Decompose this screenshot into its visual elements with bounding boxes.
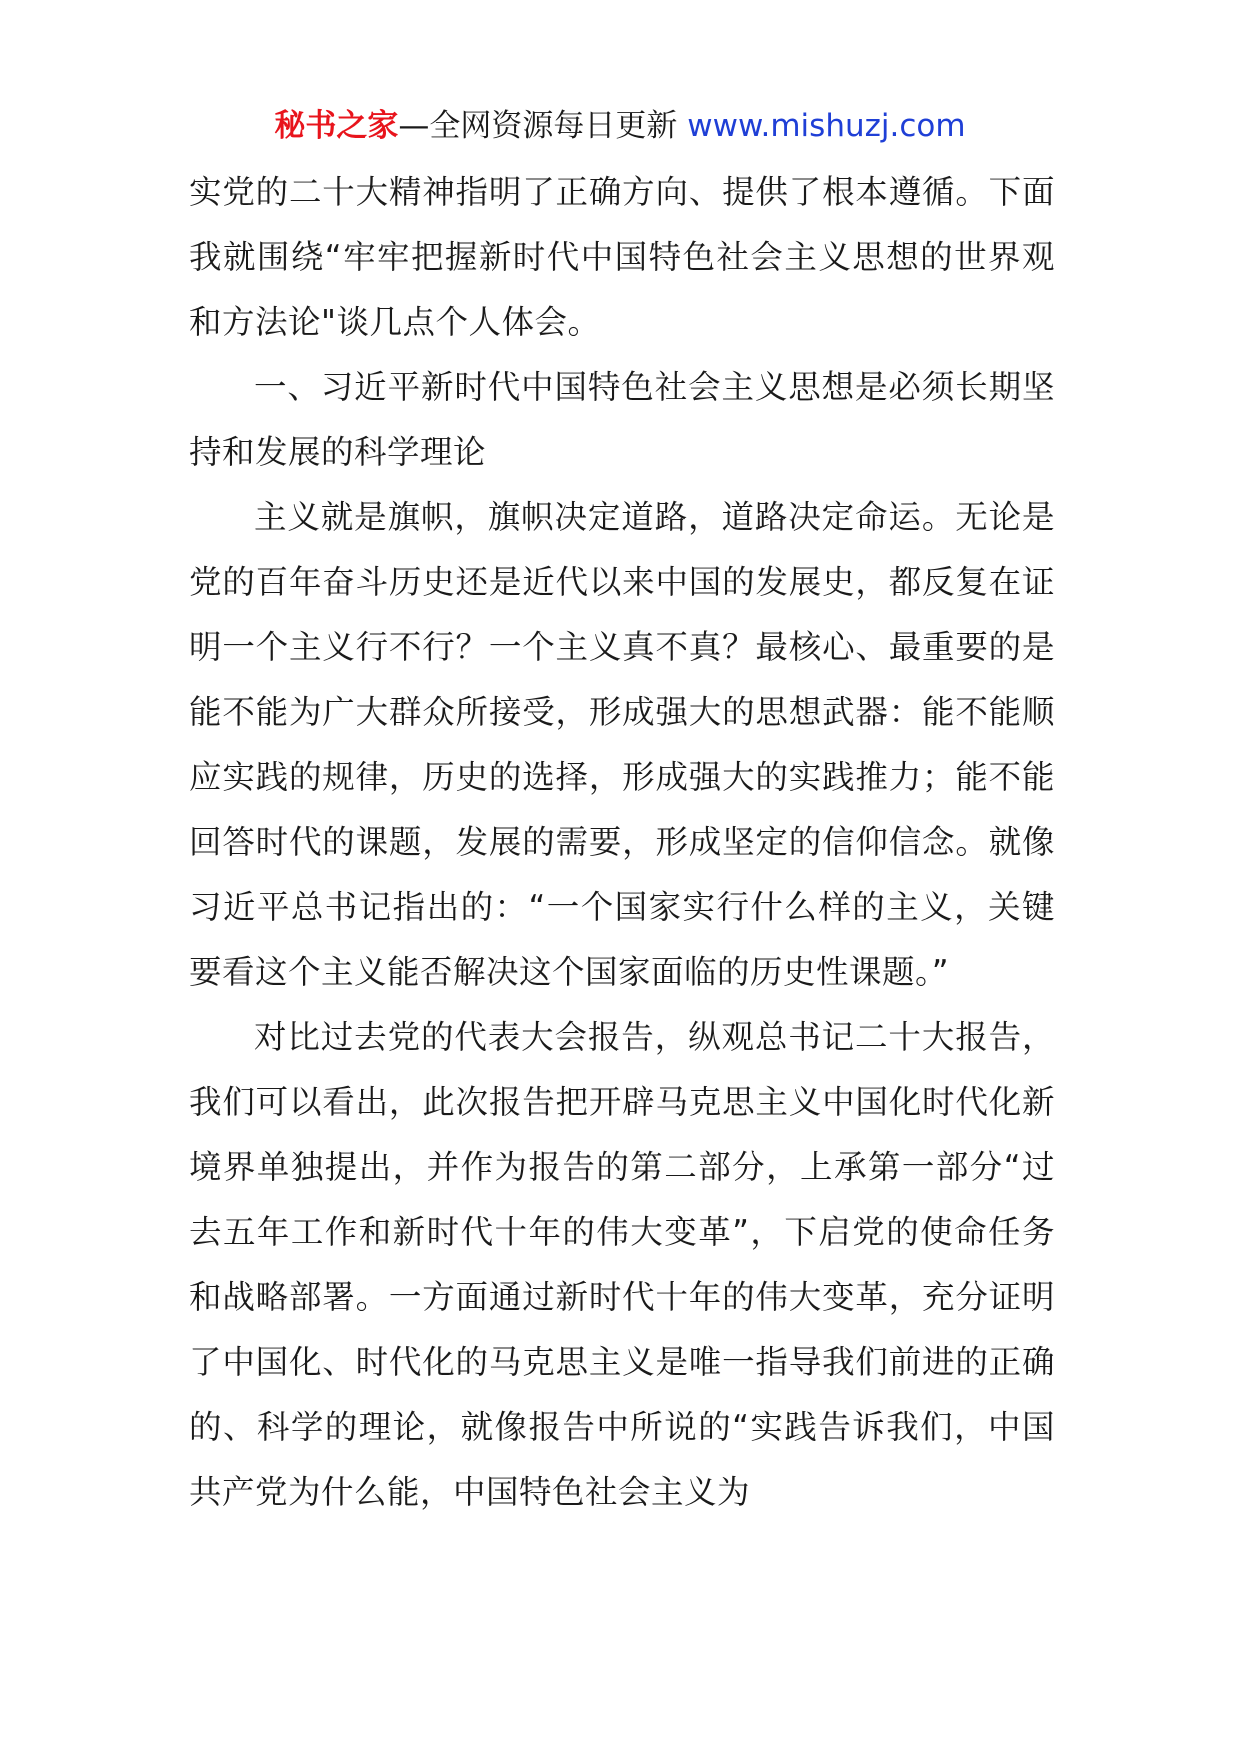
site-header (0, 104, 1240, 148)
paragraph: 主义就是旗帜，旗帜决定道路，道路决定命运。无论是党的百年奋斗历史还是近代以来中国的发展史，都反复在证明一个主义行不行？一个主义真不真？最核心、最重要的是能不能为广大群众所接受，形成强大的思想武器：能不能顺应实践的规律，历史的选择，形成强大的实践推力；能不能回答时代的课题，发展的需要，形成坚定的信仰信念。就像习近平总书记指出的：“一个国家实行什么样的主义，关键要看这个主义能否解决这个国家面临的历史性课题。” (189, 498, 1055, 991)
section-heading: 一、习近平新时代中国特色社会主义思想是必须长期坚持和发展的科学理论 (189, 368, 1055, 471)
site-url-link[interactable]: www.mishuzj.com (687, 108, 966, 144)
site-tagline: —全网资源每日更新 (398, 108, 678, 144)
document-body (189, 160, 1055, 1525)
paragraph-continuation: 实党的二十大精神指明了正确方向、提供了根本遵循。下面我就围绕“牢牢把握新时代中国特色社会主义思想的世界观和方法论"谈几点个人体会。 (189, 173, 1055, 341)
paragraph: 对比过去党的代表大会报告，纵观总书记二十大报告，我们可以看出，此次报告把开辟马克思主义中国化时代化新境界单独提出，并作为报告的第二部分，上承第一部分“过去五年工作和新时代十年的伟大变革”，下启党的使命任务和战略部署。一方面通过新时代十年的伟大变革，充分证明了中国化、时代化的马克思主义是唯一指导我们前进的正确的、科学的理论，就像报告中所说的“实践告诉我们，中国共产党为什么能，中国特色社会主义为 (189, 1018, 1055, 1511)
site-brand: 秘书之家 (274, 108, 399, 144)
